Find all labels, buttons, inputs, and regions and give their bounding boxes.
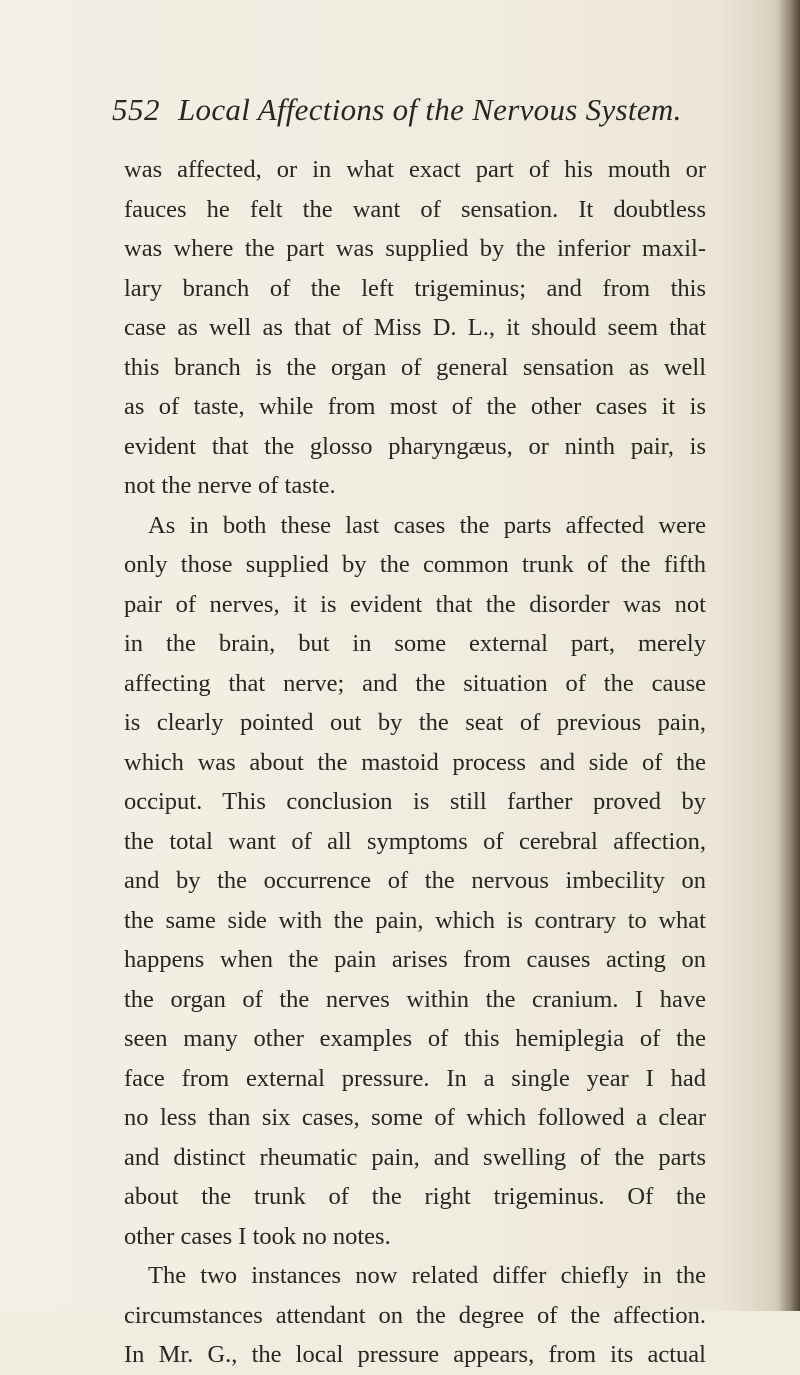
text-line: In Mr. G., the local pressure appears, from its actual <box>124 1341 706 1368</box>
text-line: face from external pressure. In a single year I had <box>124 1064 706 1092</box>
text-line: was where the part was supplied by the inferior maxil- <box>124 235 706 262</box>
text-line: as of taste, while from most of the other cases it is <box>124 393 706 420</box>
running-title: Local Affections of the Nervous System. <box>178 92 682 127</box>
body-text <box>124 150 706 1375</box>
text-line: the total want of all symptoms of cerebral affection, <box>124 827 706 855</box>
text-line: this branch is the organ of general sensation as well <box>124 353 706 381</box>
text-line: affecting that nerve; and the situation of the cause <box>124 669 706 697</box>
text-line: happens when the pain arises from causes acting on <box>124 946 706 973</box>
text-line: no less than six cases, some of which followed a clear <box>124 1104 706 1131</box>
text-line: As in both these last cases the parts affected were <box>148 511 706 539</box>
text-line: circumstances attendant on the degree of the affection. <box>124 1301 706 1329</box>
page-edge-shadow <box>778 0 800 1311</box>
text-line: lary branch of the left trigeminus; and from this <box>124 274 706 302</box>
text-line: only those supplied by the common trunk of the fifth <box>124 551 706 578</box>
text-line: case as well as that of Miss D. L., it should seem that <box>124 314 706 341</box>
text-line: The two instances now related differ chiefly in the <box>148 1262 706 1289</box>
text-line: the organ of the nerves within the cranium. I have <box>124 985 706 1013</box>
text-line: occiput. This conclusion is still farther proved by <box>124 788 706 815</box>
text-line: and distinct rheumatic pain, and swelling of the parts <box>124 1143 706 1171</box>
text-line: other cases I took no notes. <box>124 1222 391 1250</box>
text-line: not the nerve of taste. <box>124 472 336 499</box>
text-line: the same side with the pain, which is contrary to what <box>124 906 706 934</box>
text-line: pair of nerves, it is evident that the disorder was not <box>124 590 706 618</box>
text-line: fauces he felt the want of sensation. It doubtless <box>124 195 706 223</box>
text-line: was affected, or in what exact part of his mouth or <box>124 156 706 183</box>
text-line: which was about the mastoid process and side of the <box>124 748 706 776</box>
page-header <box>112 92 732 136</box>
text-line: is clearly pointed out by the seat of previous pain, <box>124 709 706 736</box>
text-line: in the brain, but in some external part, merely <box>124 630 706 657</box>
text-line: and by the occurrence of the nervous imbecility on <box>124 867 706 894</box>
text-line: seen many other examples of this hemiplegia of the <box>124 1025 706 1052</box>
text-line: evident that the glosso pharyngæus, or ninth pair, is <box>124 432 706 460</box>
page-number: 552 <box>112 92 160 127</box>
text-line: about the trunk of the right trigeminus. Of the <box>124 1183 706 1210</box>
